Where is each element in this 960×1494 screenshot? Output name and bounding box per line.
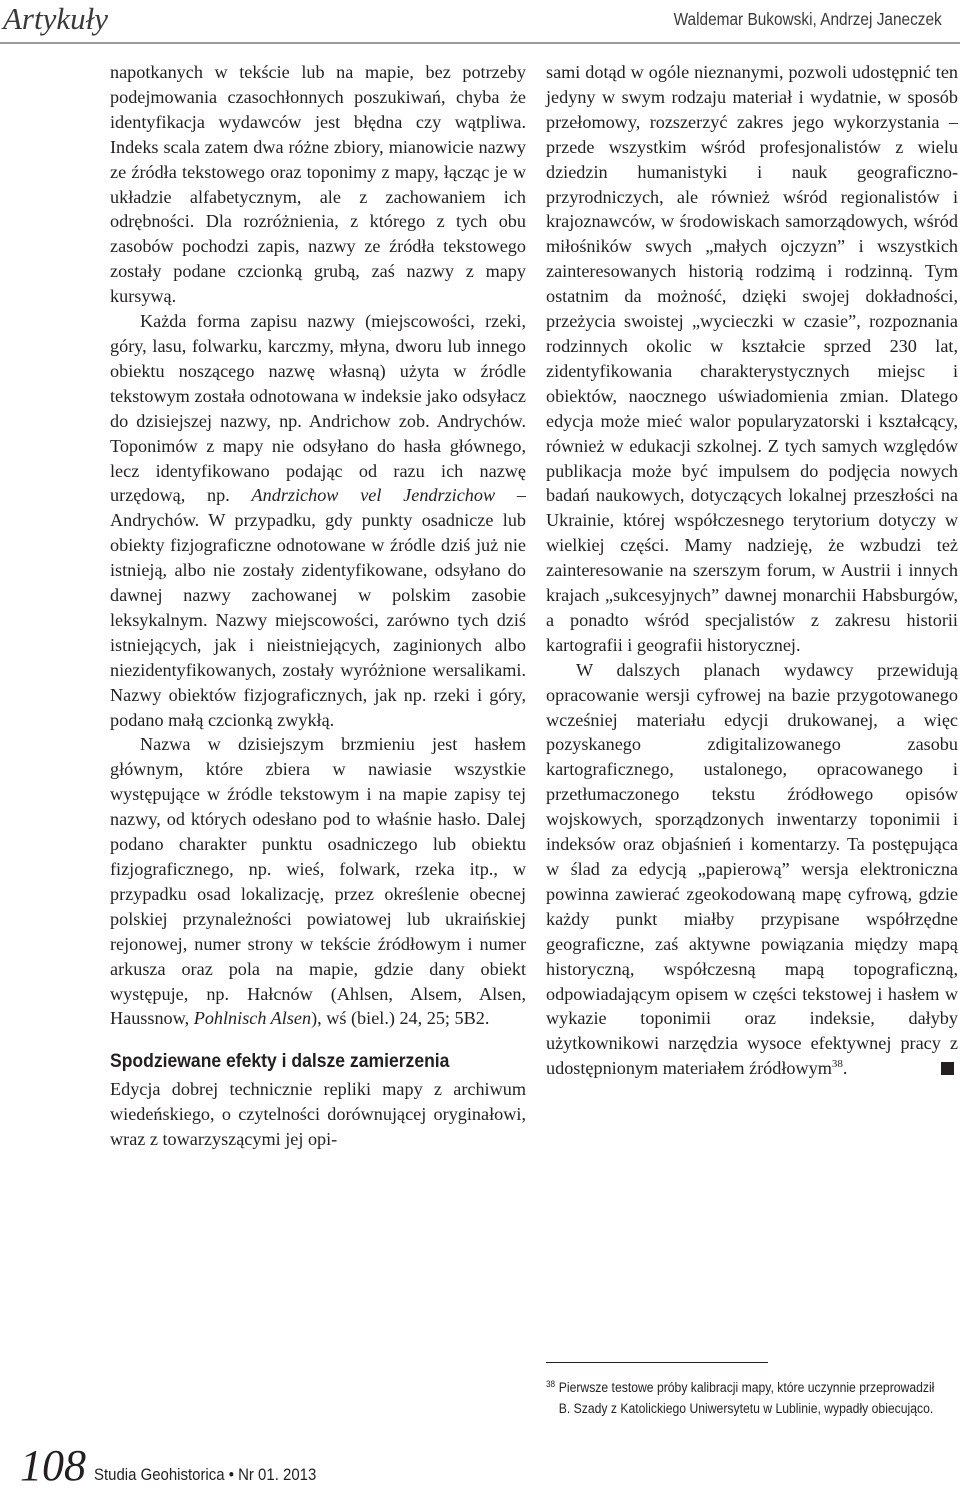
text-run: . <box>842 1058 848 1079</box>
paragraph <box>110 309 526 732</box>
right-column <box>546 60 958 1081</box>
page-number: 108 <box>20 1441 86 1490</box>
italic-toponym: Andrzichow vel Jendrzichow <box>251 485 496 506</box>
paragraph: Edycja dobrej technicznie repliki mapy z archiwum wiedeńskiego, o czytelności dorównującej oryginałowi, wraz z towarzyszącymi jej opi- <box>110 1079 526 1150</box>
paragraph: napotkanych w tekście lub na mapie, bez potrzeby podejmowania czasochłonnych poszukiwań, chyba że identyfikacja wydawców jest błędna czy wątpliwa. Indeks scala zatem dwa różne zbiory, mianowicie nazwy ze źródła tekstowego oraz toponimy z mapy, łącząc je w układzie alfabetycznym, ale z zachowaniem ich odrębności. Dla rozróżnienia, z którego z tych obu zasobów pochodzi zapis, nazwy ze źródła tekstowego zostały podane czcionką grubą, zaś nazwy z mapy kursywą. <box>110 62 526 307</box>
journal-name: Studia Geohistorica • Nr 01. 2013 <box>94 1465 317 1484</box>
footnote-line <box>546 1377 960 1398</box>
section-heading: Spodziewane efekty i dalsze zamierzenia <box>110 1050 450 1073</box>
footnote-divider <box>546 1362 768 1363</box>
end-of-article-square-icon <box>941 1062 954 1075</box>
text-run: Nazwa w dzisiejszym brzmieniu jest hasłem głównym, które zbiera w nawiasie wszystkie występujące w źródle tekstowym i na mapie zapisy tej nazwy, od których odesłano pod to właśnie hasło. Dalej podano charakter punktu osadniczego lub obiektu fizjograficznego, np. wieś, folwark, rzeka itp., w przypadku osad lokalizację, przez określenie obecnej polskiej przynależności powiatowej lub ukraińskiej rejonowej, numer strony w tekście źródłowym i numer arkusza oraz pola na mapie, gdzie dany obiekt występuje, np. Hałcnów (Ahlsen, Alsem, Alsen, Haussnow, <box>110 734 526 1029</box>
paragraph <box>110 732 526 1031</box>
italic-toponym: Pohlnisch Alsen <box>193 1008 312 1029</box>
footnote <box>546 1377 960 1419</box>
header-divider <box>0 42 960 44</box>
footnote-number: 38 <box>546 1379 556 1389</box>
paragraph <box>546 658 958 1081</box>
footnote-line: B. Szady z Katolickiego Uniwersytetu w Lublinie, wypadły obiecująco. <box>558 1401 934 1416</box>
left-column <box>110 60 526 1152</box>
text-run: Każda forma zapisu nazwy (miejscowości, rzeki, góry, lasu, folwarku, karczmy, młyna, dworu lub innego obiektu noszącego nazwę własną) użyta w źródle tekstowym została odnotowana w indeksie jako odsyłacz do dzisiejszej nazwy, np. Andrichow zob. Andrychów. Toponimów z mapy nie odsyłano do hasła głównego, lecz identyfikowano podając od razu ich nazwę urzędową, np. <box>110 311 526 506</box>
section-title: Artykuły <box>3 1 109 36</box>
text-run: ), wś (biel.) 24, 25; 5B2. <box>311 1008 490 1029</box>
paragraph: sami dotąd w ogóle nieznanymi, pozwoli udostępnić ten jedyny w swym rodzaju materiał i wydatnie, w sposób przełomowy, rozszerzyć zakres jego wykorzystania – przede wszystkim wśród profesjonalistów z wielu dziedzin humanistyki i nauk geograficzno-przyrodniczych, ale również wśród regionalistów i krajoznawców, w środowiskach samorządowych, wśród miłośników swych „małych ojczyzn” i wszystkich zainteresowanych historią rodzimą i rodzinną. Tym ostatnim da możność, dzięki swojej dokładności, przeżycia swoistej „wycieczki w czasie”, rozpoznania rodzinnych okolic w kształcie sprzed 230 lat, zidentyfikowania charakterystycznych miejsc i obiektów, naocznego uświadomienia zmian. Dlatego edycja może mieć walor popularyzatorski i kształcący, również w edukacji szkolnej. Z tych samych względów publikacja może być impulsem do podjęcia nowych badań naukowych, dotyczących lokalnej przeszłości na Ukrainie, której współczesnego terytorium dotyczy w wielkiej części. Mamy nadzieję, że wzbudzi też zainteresowanie na szerszym forum, w Austrii i innych krajach „sukcesyjnych” dawnej monarchii Habsburgów, a ponadto wśród specjalistów z zakresu historii kartografii i geografii historycznej. <box>546 62 958 655</box>
footnote-ref[interactable]: 38 <box>831 1058 843 1071</box>
page-footer <box>20 1441 347 1490</box>
text-run: W dalszych planach wydawcy przewidują opracowanie wersji cyfrowej na bazie przygotowanego wcześniej materiału edycji drukowanej, a więc pozyskanego zdigitalizowanego zasobu kartograficznego, ustalonego, opracowanego i przetłumaczonego tekstu źródłowego opisów wojskowych, sporządzonych inwentarzy toponimii i indeksów oraz objaśnień i komentarzy. Ta postępująca w ślad za edycją „papierową” wersja elektroniczna powinna zawierać zgeokodowaną mapę cyfrową, gdzie każdy punkt miałby przypisane współrzędne geograficzne, zaś aktywne powiązania między mapą historyczną, współczesną mapą topograficzną, odpowiadającym opisem w części tekstowej i hasłem w wykazie toponimii oraz indeksie, dałyby użytkownikowi narzędzia wysoce efektywnej pracy z udostępnionym materiałem źródłowym <box>546 659 958 1079</box>
text-run: – Andrychów. W przypadku, gdy punkty osadnicze lub obiekty fizjograficzne odnotowane w źródle dziś już nie istnieją, albo nie zostały zidentyfikowane, odsyłano do dawnej nazwy zachowanej w polskim zasobie leksykalnym. Nazwy miejscowości, zarówno tych dziś istniejących, jak i nieistniejących, zaginionych albo niezidentyfikowanych, zostały wyróżnione wersalikami. Nazwy obiektów fizjograficznych, jak np. rzeki i góry, podano małą czcionką zwykłą. <box>110 485 526 730</box>
footnote-text: Pierwsze testowe próby kalibracji mapy, które uczynnie przeprowadził <box>558 1380 935 1395</box>
running-head-authors: Waldemar Bukowski, Andrzej Janeczek <box>673 9 942 29</box>
